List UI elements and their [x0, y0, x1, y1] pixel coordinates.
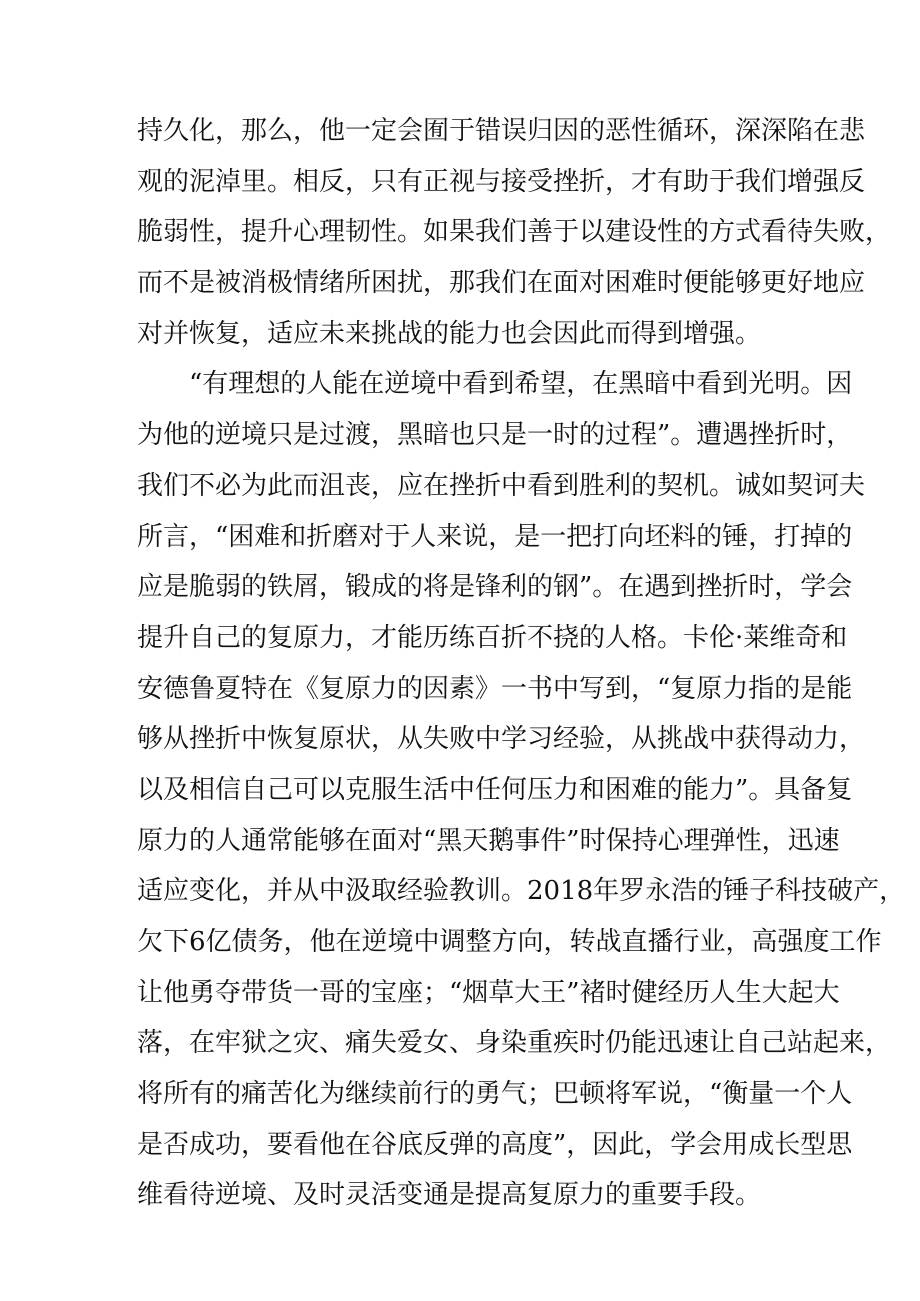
- text-line: 够从挫折中恢复原状，从失败中学习经验，从挑战中获得动力，: [137, 724, 866, 755]
- text-line: 安德鲁夏特在《复原力的因素》一书中写到，“复原力指的是能: [137, 673, 853, 704]
- text-line: 而不是被消极情绪所困扰，那我们在面对困难时便能够更好地应: [137, 268, 866, 299]
- text-line: 以及相信自己可以克服生活中任何压力和困难的能力”。具备复: [137, 774, 853, 805]
- text-line: 让他勇夺带货一哥的宝座；“烟草大王”褚时健经历人生大起大: [137, 977, 840, 1008]
- text-line: 脆弱性，提升心理韧性。如果我们善于以建设性的方式看待失败，: [137, 217, 892, 248]
- text-line: 我们不必为此而沮丧，应在挫折中看到胜利的契机。诚如契诃夫: [137, 470, 866, 501]
- text-line: “有理想的人能在逆境中看到希望，在黑暗中看到光明。因: [189, 369, 853, 400]
- text-line: 观的泥淖里。相反，只有正视与接受挫折，才有助于我们增强反: [137, 166, 866, 197]
- text-line: 落，在牢狱之灾、痛失爱女、身染重疾时仍能迅速让自己站起来，: [137, 1028, 892, 1059]
- text-line: 持久化，那么，他一定会囿于错误归因的恶性循环，深深陷在悲: [137, 116, 866, 146]
- text-line: 提升自己的复原力，才能历练百折不挠的人格。卡伦·莱维奇和: [137, 622, 848, 653]
- text-line: 对并恢复，适应未来挑战的能力也会因此而得到增强。: [137, 318, 762, 349]
- text-line: 欠下6亿债务，他在逆境中调整方向，转战直播行业，高强度工作: [137, 927, 882, 957]
- text-line: 是否成功，要看他在谷底反弹的高度”，因此，学会用成长型思: [137, 1129, 853, 1160]
- text-line: 所言，“困难和折磨对于人来说，是一把打向坯料的锤，打掉的: [137, 521, 853, 552]
- text-line: 应是脆弱的铁屑，锻成的将是锋利的钢”。在遇到挫折时，学会: [137, 572, 853, 603]
- text-line: 原力的人通常能够在面对“黑天鹅事件”时保持心理弹性，迅速: [137, 825, 840, 856]
- text-line: 为他的逆境只是过渡，黑暗也只是一时的过程”。遭遇挫折时，: [137, 420, 853, 451]
- text-line: 将所有的痛苦化为继续前行的勇气；巴顿将军说，“衡量一个人: [137, 1079, 853, 1110]
- paragraph-2: [137, 359, 906, 1221]
- paragraph-1: [137, 106, 892, 359]
- text-line: 适应变化，并从中汲取经验教训。2018年罗永浩的锤子科技破产，: [137, 876, 906, 907]
- body-text: [137, 106, 906, 1221]
- text-line: 维看待逆境、及时灵活变通是提高复原力的重要手段。: [137, 1180, 762, 1211]
